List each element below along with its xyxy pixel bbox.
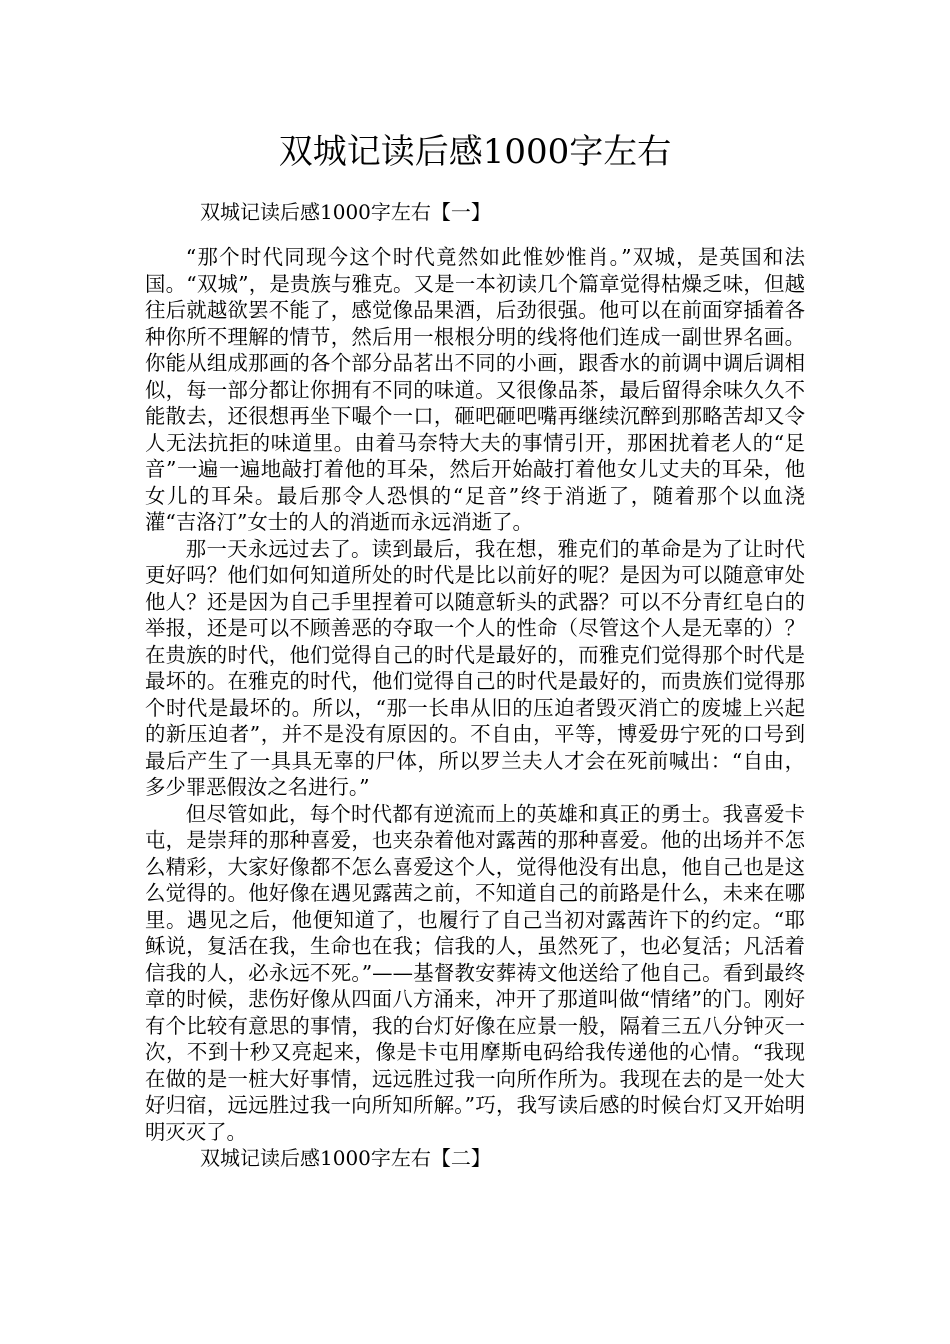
paragraph-1: “那个时代同现今这个时代竟然如此惟妙惟肖。”双城，是英国和法国。“双城”，是贵族与雅克。又是一本初读几个篇章觉得枯燥乏味，但越往后就越欲罢不能了，感觉像品果酒，后劲很强。他可以在前面穿插着各种你所不理解的情节，然后用一根根分明的线将他们连成一副世界名画。你能从组成那画的各个部分品茗出不同的小画，跟香水的前调中调后调相似，每一部分都让你拥有不同的味道。又很像品茶，最后留得余味久久不能散去，还很想再坐下嘬个一口，砸吧砸吧嘴再继续沉醉到那略苦却又令人无法抗拒的味道里。由着马奈特大夫的事情引开，那困扰着老人的“足音”一遍一遍地敲打着他的耳朵，然后开始敲打着他女儿丈夫的耳朵，他女儿的耳朵。最后那令人恐惧的“足音”终于消逝了，随着那个以血浇灌“吉洛汀”女士的人的消逝而永远消逝了。 [145,245,805,534]
page-title: 双城记读后感1000字左右 [278,132,672,172]
article-body [145,244,805,1172]
section-heading-1: 双城记读后感1000字左右【一】 [200,200,491,224]
paragraph-3: 但尽管如此，每个时代都有逆流而上的英雄和真正的勇士。我喜爱卡屯，是崇拜的那种喜爱，也夹杂着他对露茜的那种喜爱。他的出场并不怎么精彩，大家好像都不怎么喜爱这个人，觉得他没有出息，他自己也是这么觉得的。他好像在遇见露茜之前，不知道自己的前路是什么，未来在哪里。遇见之后，他便知道了，也履行了自己当初对露茜许下的约定。“耶稣说，复活在我，生命也在我；信我的人，虽然死了，也必复活；凡活着信我的人，必永远不死。”——基督教安葬祷文他送给了他自己。看到最终章的时候，悲伤好像从四面八方涌来，冲开了那道叫做“情绪”的门。刚好有个比较有意思的事情，我的台灯好像在应景一般，隔着三五八分钟灭一次，不到十秒又亮起来，像是卡屯用摩斯电码给我传递他的心情。“我现在做的是一桩大好事情，远远胜过我一向所作所为。我现在去的是一处大好归宿，远远胜过我一向所知所解。”巧，我写读后感的时候台灯又开始明明灭灭了。 [145,801,805,1144]
paragraph-2: 那一天永远过去了。读到最后，我在想，雅克们的革命是为了让时代更好吗？他们如何知道所处的时代是比以前好的呢？是因为可以随意审处他人？还是因为自己手里捏着可以随意斩头的武器？可以不分青红皂白的举报，还是可以不顾善恶的夺取一个人的性命（尽管这个人是无辜的）？在贵族的时代，他们觉得自己的时代是最好的，而雅克们觉得那个时代是最坏的。在雅克的时代，他们觉得自己的时代是最好的，而贵族们觉得那个时代是最坏的。所以，“那一长串从旧的压迫者毁灭消亡的废墟上兴起的新压迫者”，并不是没有原因的。不自由，平等，博爱毋宁死的口号到最后产生了一具具无辜的尸体，所以罗兰夫人才会在死前喊出：“自由，多少罪恶假汝之名进行。” [145,536,805,799]
section-heading-2: 双城记读后感1000字左右【二】 [200,1146,491,1170]
